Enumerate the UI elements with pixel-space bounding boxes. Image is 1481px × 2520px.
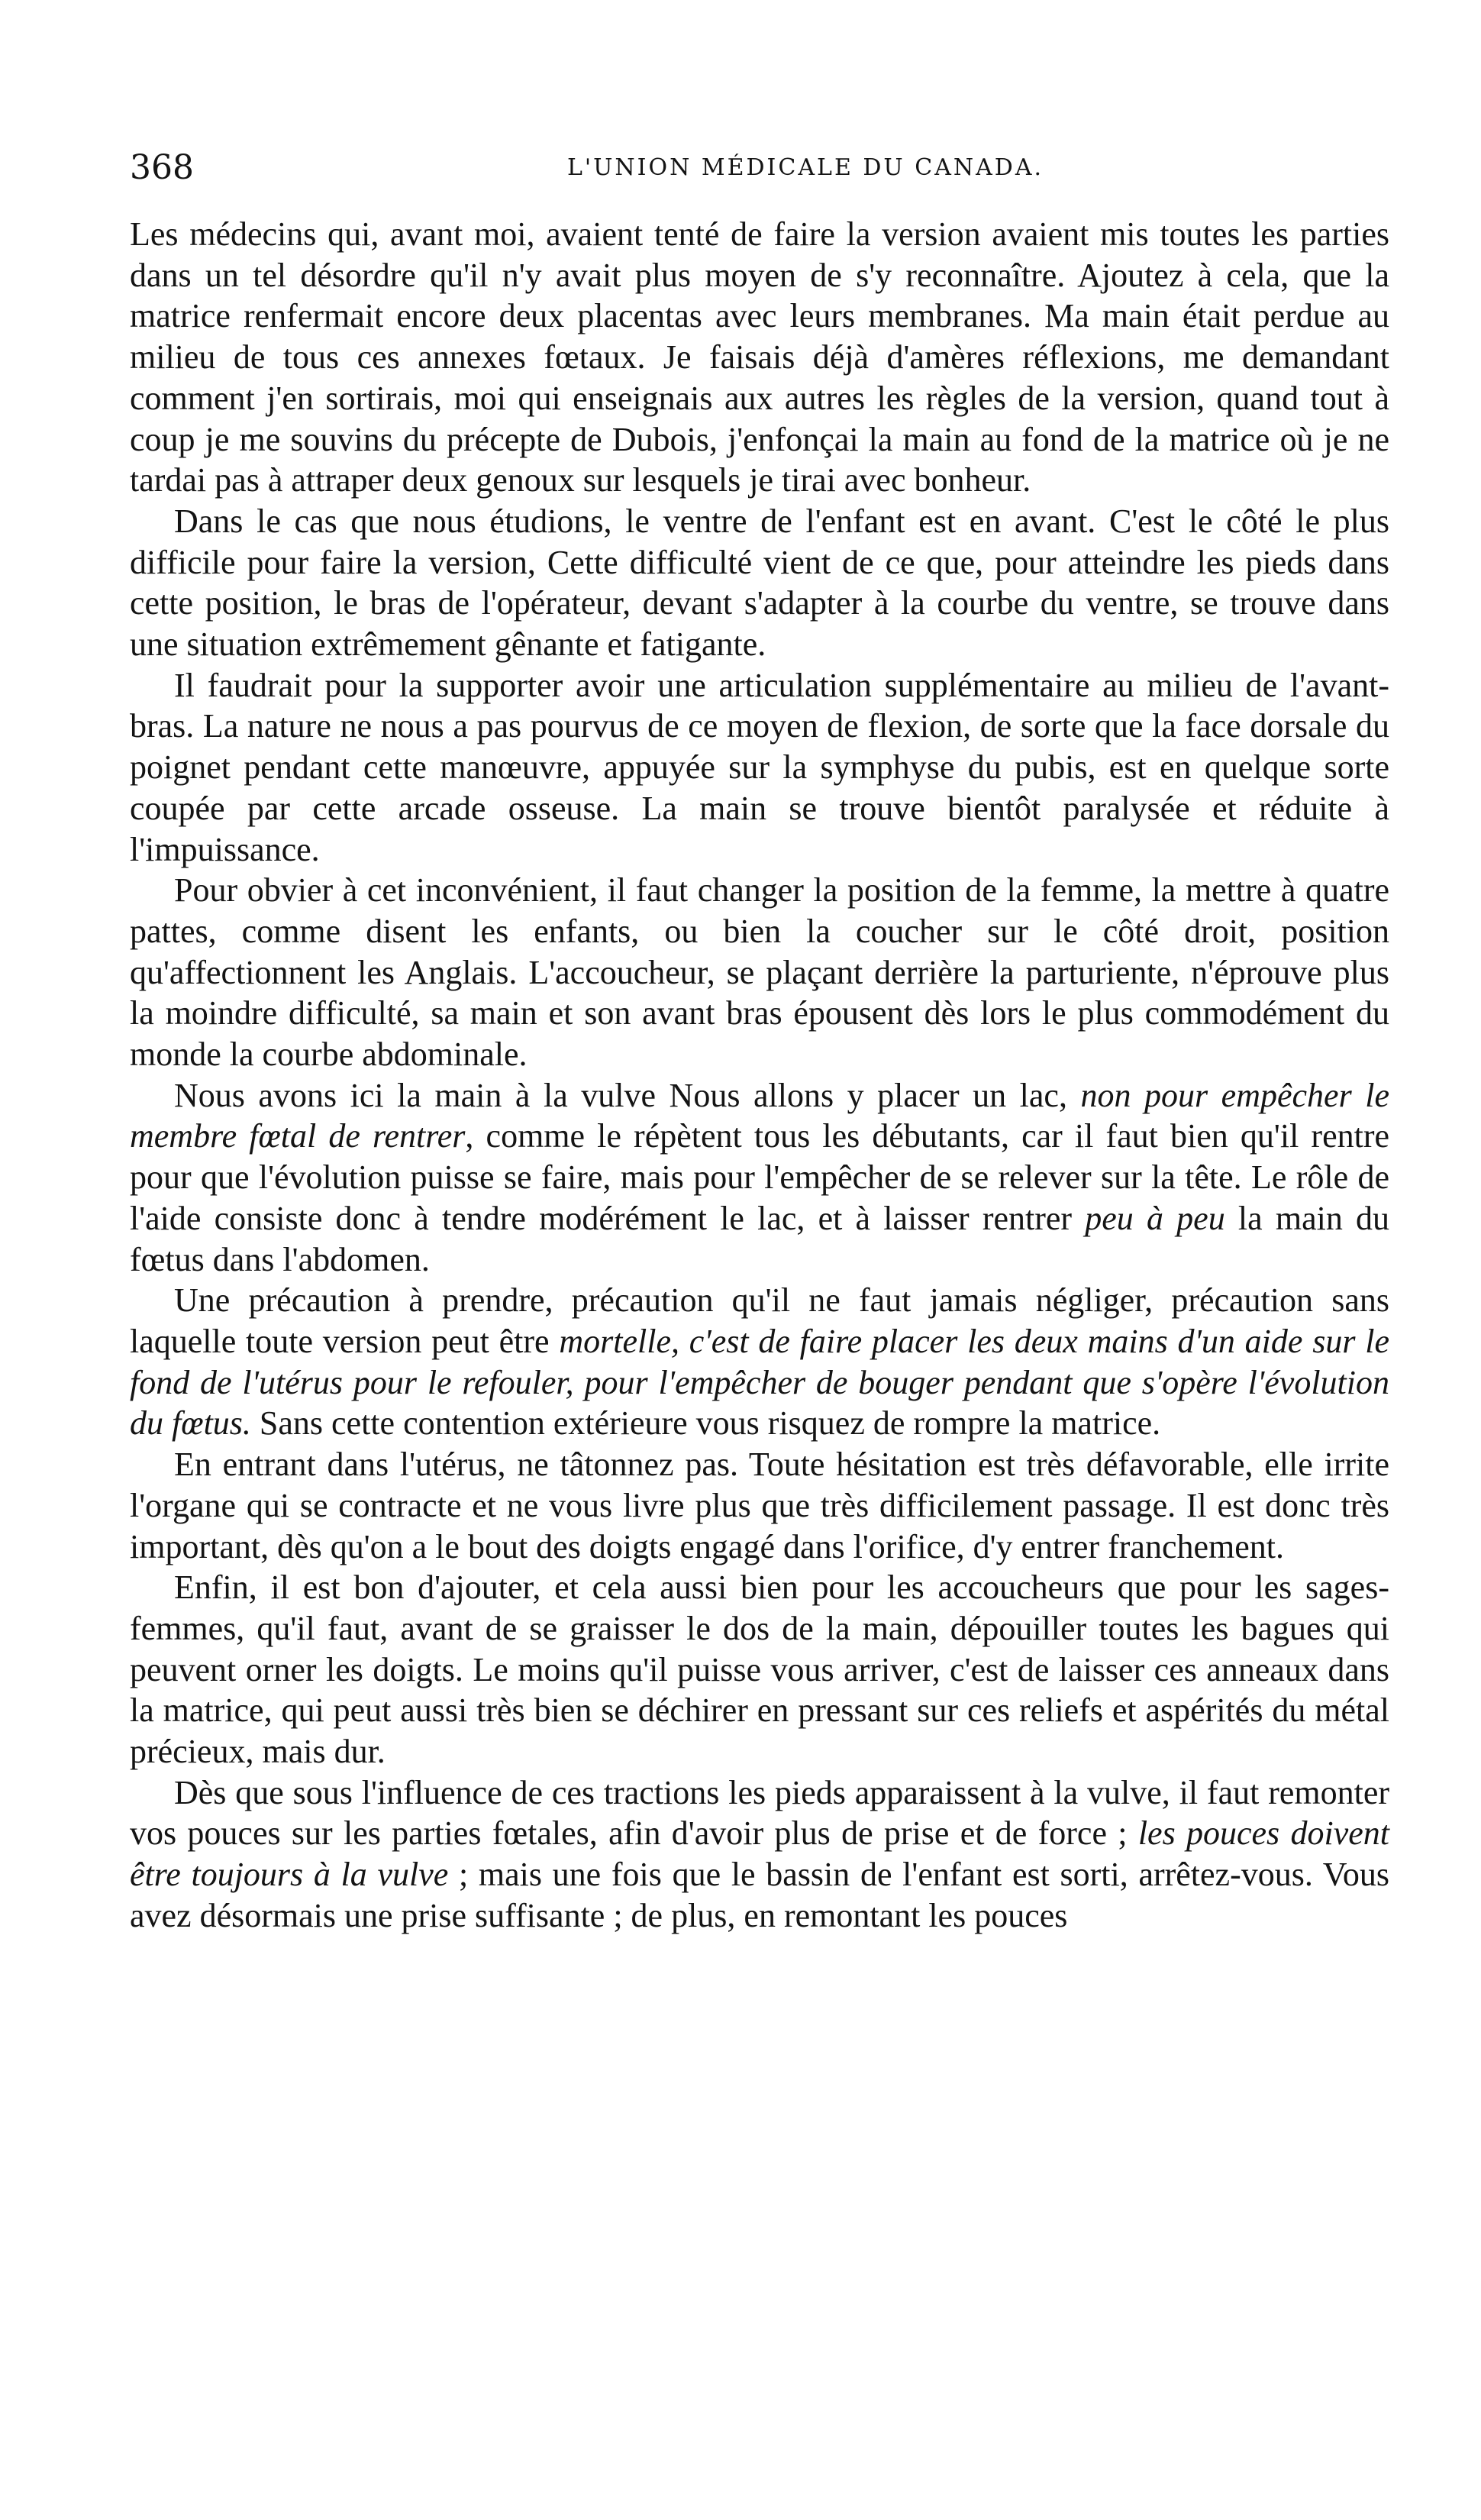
text-run: Nous avons ici la main à la vulve Nous allons y placer un lac, [174, 1076, 1081, 1114]
paragraph [130, 665, 1389, 871]
text-run: Une précaution à prendre, précaution qu'il ne faut jamais négliger, précaution sans laquelle toute version peut être [130, 1281, 1389, 1360]
paragraph [130, 1280, 1389, 1444]
journal-title: L'UNION MÉDICALE DU CANADA. [566, 154, 1044, 181]
italic-text-run: peu à peu [1085, 1199, 1225, 1237]
italic-text-run: les pouces doivent être toujours à la vulve [130, 1814, 1389, 1894]
paragraph [130, 1075, 1389, 1281]
running-head [130, 145, 1389, 191]
text-run: ; mais une fois que le bassin de l'enfant est sorti, arrêtez-vous. Vous avez désormais une prise suffisante ; de plus, en remontant les pouces [130, 1856, 1389, 1934]
text-run: Dès que sous l'influence de ces tractions les pieds apparaissent à la vulve, il faut remonter vos pouces sur les parties fœtales, afin d'avoir plus de prise et de force ; [130, 1773, 1389, 1853]
paragraph [130, 1444, 1389, 1567]
paragraph [130, 1772, 1389, 1937]
text-run: Pour obvier à cet inconvénient, il faut changer la position de la femme, la mettre à quatre pattes, comme disent les enfants, ou bien la coucher sur le côté droit, position qu'affectionnent les Anglais. L'accoucheur, se plaçant derrière la parturiente, n'éprouve plus la moindre difficulté, sa main et son avant bras épousent dès lors le plus commodément du monde la courbe abdominale. [130, 871, 1389, 1074]
paragraph [130, 870, 1389, 1075]
paragraph [130, 501, 1389, 665]
text-run: En entrant dans l'utérus, ne tâtonnez pas. Toute hésitation est très défavorable, elle irrite l'organe qui se contracte et ne vous livre plus que très difficilement passage. Il est donc très important, dès qu'on a le bout des doigts engagé dans l'orifice, d'y entrer franchement. [130, 1446, 1389, 1565]
paragraph [130, 1567, 1389, 1772]
text-run: Enfin, il est bon d'ajouter, et cela aussi bien pour les accoucheurs que pour les sages-femmes, qu'il faut, avant de se graisser le dos de la main, dépouiller toutes les bagues qui peuvent orner les doigts. Le moins qu'il puisse vous arriver, c'est de laisser ces anneaux dans la matrice, qui peut aussi très bien se déchirer en pressant sur ces reliefs et aspérités du métal précieux, mais dur. [130, 1569, 1389, 1771]
italic-text-run: mortelle, c'est de faire placer les deux mains d'un aide sur le fond de l'utérus pour le refouler, pour l'empêcher de bouger pendant que s'opère l'évolution du fœtus. [130, 1322, 1389, 1443]
document-page [130, 145, 1389, 1937]
text-run: Sans cette contention extérieure vous risquez de rompre la matrice. [250, 1404, 1161, 1443]
page-number: 368 [130, 148, 194, 187]
text-run: Il faudrait pour la supporter avoir une articulation supplémentaire au milieu de l'avant-bras. La nature ne nous a pas pourvus de ce moyen de flexion, de sorte que la face dorsale du poignet pendant cette manœuvre, appuyée sur la symphyse du pubis, est en quelque sorte coupée par cette arcade osseuse. La main se trouve bientôt paralysée et réduite à l'impuissance. [130, 666, 1389, 868]
body-text [130, 214, 1389, 1937]
text-run: Les médecins qui, avant moi, avaient tenté de faire la version avaient mis toutes les parties dans un tel désordre qu'il n'y avait plus moyen de s'y reconnaître. Ajoutez à cela, que la matrice renfermait encore deux placentas avec leurs membranes. Ma main était perdue au milieu de tous ces annexes fœtaux. Je faisais déjà d'amères réflexions, me demandant comment j'en sortirais, moi qui enseignais aux autres les règles de la version, quand tout à coup je me souvins du précepte de Dubois, j'enfonçai la main au fond de la matrice où je ne tardai pas à attraper deux genoux sur lesquels je tirai avec bonheur. [130, 215, 1389, 499]
text-run: , comme le répètent tous les débutants, car il faut bien qu'il rentre pour que l'évolution puisse se faire, mais pour l'empêcher de se relever sur la tête. Le rôle de l'aide consiste donc à tendre modérément le lac, et à laisser rentrer [130, 1117, 1390, 1237]
text-run: la main du fœtus dans l'abdomen. [130, 1199, 1390, 1278]
italic-text-run: non pour empêcher le membre fœtal de rentrer [130, 1076, 1389, 1155]
text-run: Dans le cas que nous étudions, le ventre de l'enfant est en avant. C'est le côté le plus difficile pour faire la version, Cette difficulté vient de ce que, pour atteindre les pieds dans cette position, le bras de l'opérateur, devant s'adapter à la courbe du ventre, se trouve dans une situation extrêmement gênante et fatigante. [130, 502, 1389, 664]
paragraph [130, 214, 1389, 501]
